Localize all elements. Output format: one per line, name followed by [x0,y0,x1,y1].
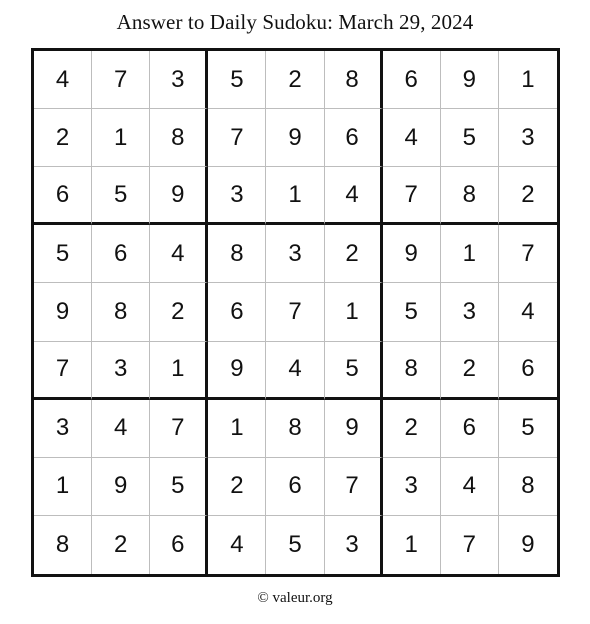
sudoku-cell: 9 [208,342,266,400]
sudoku-cell: 1 [499,51,557,109]
sudoku-cell: 9 [266,109,324,167]
sudoku-cell: 5 [208,51,266,109]
sudoku-cell: 8 [499,458,557,516]
sudoku-cell: 2 [499,167,557,225]
sudoku-board [31,48,560,577]
sudoku-cell: 7 [34,342,92,400]
sudoku-cell: 4 [325,167,383,225]
sudoku-cell: 4 [441,458,499,516]
sudoku-cell: 1 [325,283,383,341]
sudoku-cell: 6 [441,400,499,458]
page-title: Answer to Daily Sudoku: March 29, 2024 [116,10,474,34]
sudoku-cell: 1 [383,516,441,574]
sudoku-cell: 3 [441,283,499,341]
sudoku-cell: 6 [383,51,441,109]
sudoku-cell: 8 [92,283,150,341]
sudoku-cell: 9 [92,458,150,516]
sudoku-cell: 9 [383,225,441,283]
sudoku-cell: 5 [383,283,441,341]
sudoku-cell: 2 [92,516,150,574]
sudoku-cell: 7 [441,516,499,574]
sudoku-cell: 1 [208,400,266,458]
sudoku-cell: 3 [499,109,557,167]
sudoku-cell: 4 [383,109,441,167]
sudoku-cell: 8 [441,167,499,225]
sudoku-cell: 6 [325,109,383,167]
sudoku-cell: 5 [325,342,383,400]
sudoku-cell: 4 [266,342,324,400]
sudoku-cell: 9 [150,167,208,225]
sudoku-cell: 3 [325,516,383,574]
sudoku-cell: 8 [34,516,92,574]
sudoku-cell: 4 [208,516,266,574]
sudoku-cell: 7 [383,167,441,225]
sudoku-cell: 7 [499,225,557,283]
sudoku-cell: 8 [150,109,208,167]
sudoku-cell: 9 [521,530,535,558]
sudoku-cell: 6 [150,516,208,574]
sudoku-cell: 9 [325,400,383,458]
sudoku-cell: 7 [208,109,266,167]
sudoku-cell: 6 [92,225,150,283]
sudoku-cell: 8 [325,51,383,109]
sudoku-cell: 9 [34,283,92,341]
sudoku-cell: 7 [266,283,324,341]
sudoku-cell: 2 [266,51,324,109]
sudoku-cell: 5 [441,109,499,167]
sudoku-cell: 1 [34,458,92,516]
sudoku-cell: 7 [92,51,150,109]
sudoku-cell: 2 [441,342,499,400]
sudoku-cell: 3 [383,458,441,516]
sudoku-cell: 8 [208,225,266,283]
sudoku-cell: 5 [266,516,324,574]
sudoku-cell: 6 [34,167,92,225]
sudoku-cell: 6 [266,458,324,516]
sudoku-cell: 4 [150,225,208,283]
sudoku-cell: 5 [499,400,557,458]
sudoku-cell: 6 [499,342,557,400]
sudoku-cell: 5 [92,167,150,225]
sudoku-cell: 5 [150,458,208,516]
sudoku-cell: 1 [92,109,150,167]
sudoku-cell: 9 [441,51,499,109]
sudoku-cell: 2 [34,109,92,167]
sudoku-cell: 1 [441,225,499,283]
sudoku-cell: 8 [266,400,324,458]
sudoku-cell: 3 [266,225,324,283]
sudoku-cell: 1 [150,342,208,400]
sudoku-cell: 5 [34,225,92,283]
sudoku-cell: 4 [92,400,150,458]
sudoku-cell: 8 [383,342,441,400]
sudoku-cell: 3 [34,400,92,458]
sudoku-cell: 2 [383,400,441,458]
sudoku-cell: 4 [499,283,557,341]
sudoku-cell: 4 [34,51,92,109]
sudoku-cell: 2 [325,225,383,283]
sudoku-cell: 6 [208,283,266,341]
copyright-footer: © valeur.org [257,590,333,606]
sudoku-cell: 3 [92,342,150,400]
sudoku-cell: 7 [150,400,208,458]
sudoku-cell: 2 [150,283,208,341]
sudoku-cell: 2 [208,458,266,516]
sudoku-cell: 7 [325,458,383,516]
sudoku-cell: 3 [208,167,266,225]
sudoku-cell: 1 [266,167,324,225]
sudoku-cell: 3 [150,51,208,109]
